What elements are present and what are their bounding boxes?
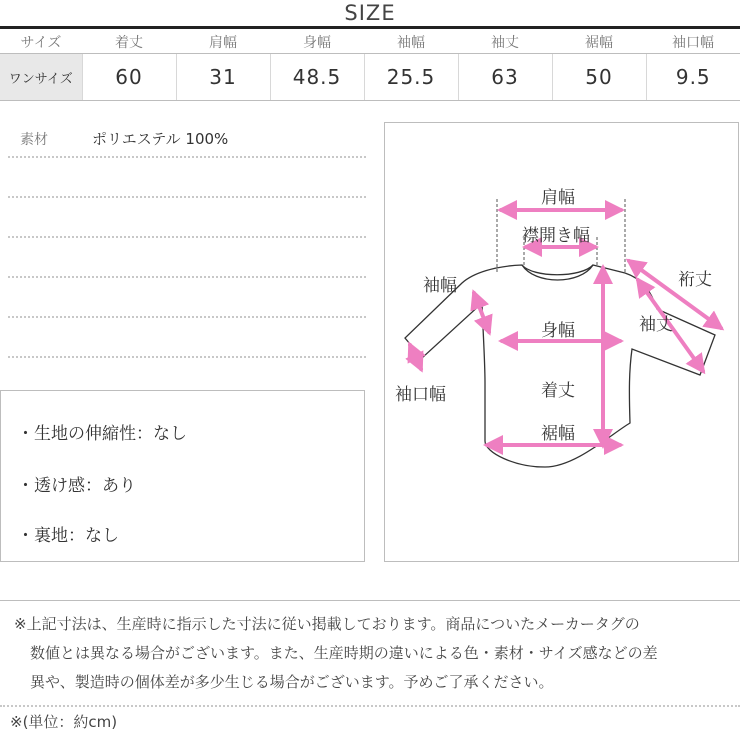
table-row	[0, 54, 740, 101]
blank-row	[8, 158, 366, 198]
sleeve-width-arrow	[474, 293, 489, 332]
blank-row	[8, 198, 366, 238]
blank-row	[8, 318, 366, 358]
material-row	[8, 118, 366, 158]
material-section	[8, 118, 366, 358]
header-hem: 裾幅	[585, 35, 613, 51]
note-line: 異や、製造時の個体差が多少生じる場合がございます。予めご了承ください。	[30, 673, 554, 691]
value-cuff: 9.5	[646, 54, 740, 101]
title-divider	[0, 26, 740, 29]
note-line: 数値とは異なる場合がございます。また、生産時期の違いによる色・素材・サイズ感などの差	[30, 644, 658, 662]
label-sleeve-width: 袖幅	[423, 276, 457, 296]
size-table	[0, 31, 740, 101]
value-sleeve-length: 63	[458, 54, 552, 101]
disclaimer-notes	[14, 610, 734, 697]
blank-row	[8, 238, 366, 278]
size-title: SIZE	[344, 1, 396, 25]
label-shoulder: 肩幅	[541, 188, 575, 208]
notes-divider	[0, 600, 740, 601]
value-body-width: 48.5	[270, 54, 364, 101]
note-line: ※上記寸法は、生産時に指示した寸法に従い掲載しております。商品についたメーカータグの	[14, 615, 640, 633]
row-label: ワンサイズ	[0, 54, 82, 101]
header-size: サイズ	[20, 35, 62, 51]
header-sleeve-width: 袖幅	[397, 35, 425, 51]
material-value: ポリエステル 100%	[92, 130, 229, 148]
header-body-width: 身幅	[303, 35, 331, 51]
stretch-property: ・生地の伸縮性：なし	[17, 424, 187, 444]
label-length: 着丈	[541, 381, 575, 401]
blank-row	[8, 278, 366, 318]
measurement-diagram	[384, 122, 739, 562]
header-length: 着丈	[115, 35, 143, 51]
unit-divider	[0, 705, 740, 707]
label-hem: 裾幅	[541, 424, 575, 444]
lining-property: ・裏地：なし	[17, 526, 119, 546]
label-body-width: 身幅	[541, 321, 575, 341]
header-sleeve-length: 袖丈	[491, 35, 519, 51]
value-sleeve-width: 25.5	[364, 54, 458, 101]
material-label: 素材	[20, 132, 48, 148]
unit-note: ※(単位：約cm)	[10, 713, 118, 731]
value-shoulder: 31	[176, 54, 270, 101]
value-hem: 50	[552, 54, 646, 101]
header-cuff: 袖口幅	[672, 35, 714, 51]
header-shoulder: 肩幅	[209, 35, 237, 51]
size-table-header-row	[0, 31, 740, 54]
label-sleeve-length: 袖丈	[639, 315, 673, 335]
fabric-properties-box	[0, 390, 365, 562]
sheerness-property: ・透け感：あり	[17, 476, 136, 496]
label-cuff: 袖口幅	[395, 385, 446, 405]
label-neck: 襟開き幅	[522, 226, 590, 246]
cuff-arrow	[410, 345, 421, 369]
label-yuki: 裄丈	[678, 270, 712, 290]
value-length: 60	[82, 54, 176, 101]
